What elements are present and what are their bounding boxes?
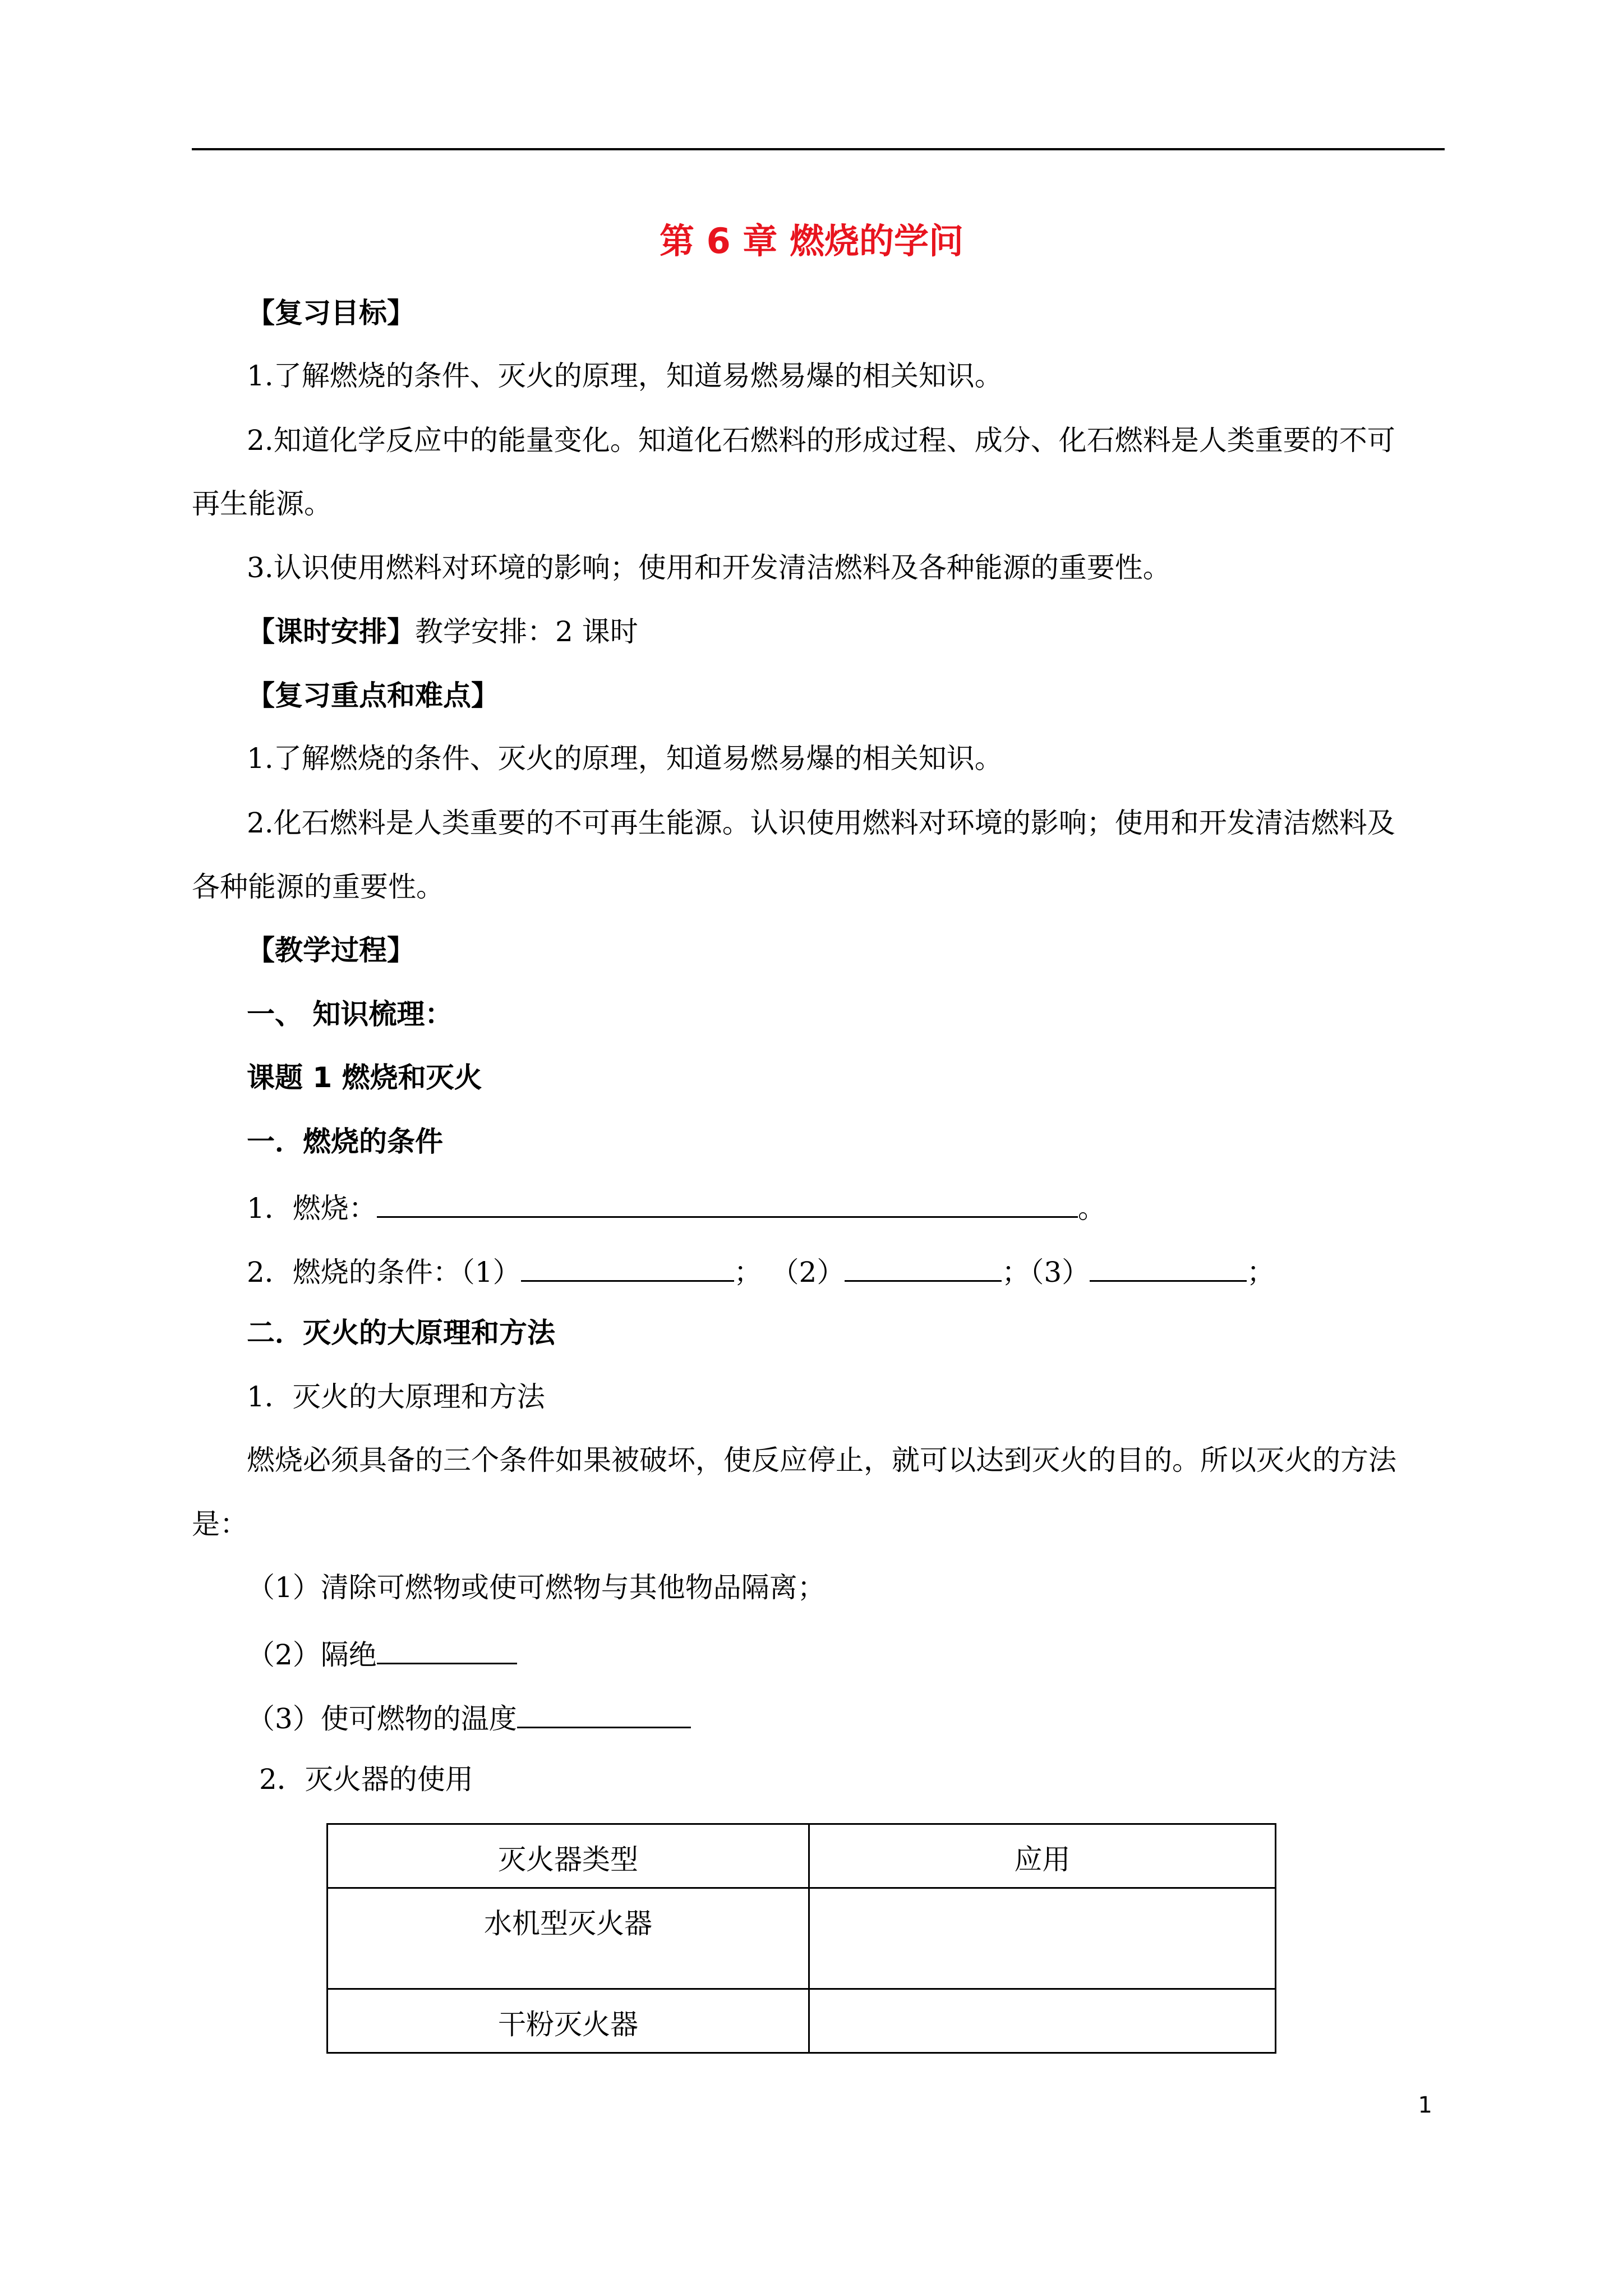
method-3-line (247, 1699, 691, 1736)
item-1-1-suffix: 。 (1077, 1192, 1106, 1225)
table-cell-type: 水机型灭火器 (328, 1888, 809, 1989)
blank-method-3[interactable] (517, 1699, 691, 1728)
keypoints-heading: 【复习重点和难点】 (247, 679, 499, 712)
item-1-1-prefix: 1．燃烧： (247, 1192, 377, 1225)
paragraph-line-2: 是： (192, 1508, 248, 1540)
item-1-1 (247, 1188, 1106, 1225)
goal-3: 3.认识使用燃料对环境的影响；使用和开发清洁燃料及各种能源的重要性。 (247, 551, 1171, 584)
item-1-2 (247, 1252, 1275, 1289)
page-number: 1 (1418, 2092, 1432, 2118)
method-2-line (247, 1635, 517, 1672)
section-1-heading: 一、 知识梳理： (247, 998, 453, 1030)
sub-2-heading: 二．灭火的大原理和方法 (247, 1317, 555, 1349)
table-row (328, 1888, 1276, 1989)
header-rule (192, 148, 1445, 150)
goal-2: 2.知道化学反应中的能量变化。知道化石燃料的形成过程、成分、化石燃料是人类重要的不可 (247, 424, 1395, 457)
method-1: （1）清除可燃物或使可燃物与其他物品隔离； (247, 1571, 826, 1604)
blank-method-2[interactable] (377, 1635, 517, 1664)
table-row (328, 1989, 1276, 2053)
topic-1-heading: 课题 1 燃烧和灭火 (247, 1061, 482, 1094)
table-header-type: 灭火器类型 (328, 1824, 809, 1888)
goal-1: 1.了解燃烧的条件、灭火的原理，知道易燃易爆的相关知识。 (247, 360, 1003, 392)
method-2: （2）隔绝 (247, 1639, 377, 1671)
sub-1-heading: 一．燃烧的条件 (247, 1125, 443, 1158)
item-2-2: 2．灭火器的使用 (259, 1763, 473, 1796)
blank-condition-2[interactable] (845, 1252, 1002, 1282)
table-cell-usage[interactable] (809, 1989, 1276, 2053)
table-header-row (328, 1824, 1276, 1888)
schedule-line (247, 615, 638, 648)
page-title: 第 6 章 燃烧的学问 (660, 220, 963, 261)
keypoint-2: 2.化石燃料是人类重要的不可再生能源。认识使用燃料对环境的影响；使用和开发清洁燃料及 (247, 807, 1395, 839)
process-heading: 【教学过程】 (247, 934, 415, 967)
table-header-usage: 应用 (809, 1824, 1276, 1888)
item-1-2-end: ； (1247, 1256, 1275, 1289)
keypoint-1: 1.了解燃烧的条件、灭火的原理，知道易燃易爆的相关知识。 (247, 742, 1003, 775)
blank-combustion-definition[interactable] (377, 1188, 1078, 1218)
paragraph-line-1: 燃烧必须具备的三个条件如果被破坏，使反应停止，就可以达到灭火的目的。所以灭火的方法 (247, 1444, 1396, 1476)
method-3: （3）使可燃物的温度 (247, 1703, 517, 1735)
goal-2-cont: 再生能源。 (192, 487, 332, 520)
schedule-text: 教学安排：2 课时 (415, 615, 638, 648)
schedule-heading: 【课时安排】 (247, 615, 415, 648)
item-2-1: 1．灭火的大原理和方法 (247, 1381, 545, 1413)
item-1-2-sep1: ； （2） (734, 1256, 845, 1289)
blank-condition-3[interactable] (1090, 1252, 1247, 1282)
extinguisher-table (326, 1823, 1276, 2054)
item-1-2-sep2: ；（3） (1002, 1256, 1090, 1289)
goals-heading: 【复习目标】 (247, 297, 415, 329)
blank-condition-1[interactable] (521, 1252, 734, 1282)
table-cell-usage[interactable] (809, 1888, 1276, 1989)
item-1-2-prefix: 2．燃烧的条件：（1） (247, 1256, 521, 1289)
keypoint-2-cont: 各种能源的重要性。 (192, 871, 444, 903)
table-cell-type: 干粉灭火器 (328, 1989, 809, 2053)
